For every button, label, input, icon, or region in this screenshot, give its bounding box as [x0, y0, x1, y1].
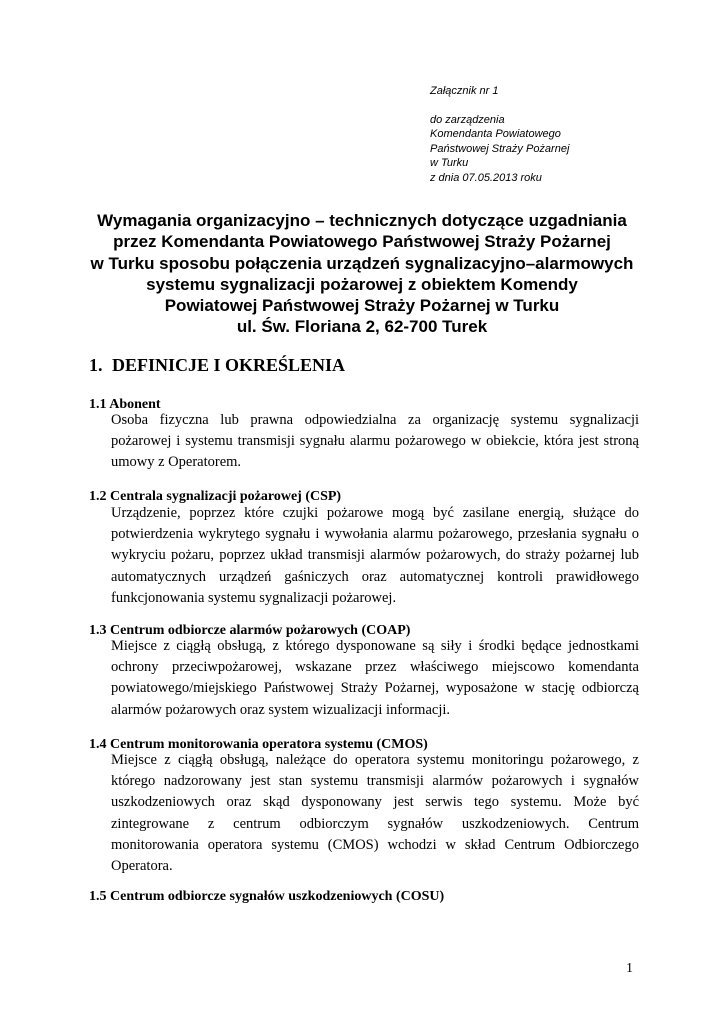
- title-line: w Turku sposobu połączenia urządzeń sygnalizacyjno–alarmowych: [90, 253, 634, 273]
- annex-line: Komendanta Powiatowego: [430, 128, 561, 140]
- definition-body-abonent: Osoba fizyczna lub prawna odpowiedzialna za organizację systemu sygnalizacji pożarowej i systemu transmisji sygnału alarmu pożarowego w obiekcie, która jest stroną umowy z Operatorem.: [111, 412, 639, 471]
- annex-line: w Turku: [430, 157, 469, 169]
- title-line: Powiatowej Państwowej Straży Pożarnej w Turku: [164, 296, 560, 316]
- title-line: Wymagania organizacyjno – technicznych dotyczące uzgadniania: [97, 211, 627, 230]
- definition-body-coap: Miejsce z ciągłą obsługą, z którego dysponowane są siły i środki będące jednostkami ochrony przeciwpożarowej, wskazane przez właściwego miejscowo komendanta powiatowego/miejskiego Państwowej Straży Pożarnej, wyposażone w stację odbiorczą alarmów pożarowych oraz system wizualizacji informacji.: [111, 638, 639, 718]
- definition-title-cmos: 1.4 Centrum monitorowania operatora systemu (CMOS): [89, 737, 428, 752]
- annex-date: z dnia 07.05.2013 roku: [430, 171, 542, 184]
- definition-title-coap: 1.3 Centrum odbiorcze alarmów pożarowych (COAP): [89, 623, 411, 638]
- annex-number: Załącznik nr 1: [430, 85, 499, 97]
- title-line: ul. Św. Floriana 2, 62-700 Turek: [236, 317, 488, 337]
- annex-note: [430, 84, 569, 185]
- section-heading-text: DEFINICJE I OKREŚLENIA: [112, 355, 346, 375]
- definition-title-cosu: 1.5 Centrum odbiorcze sygnałów uszkodzeniowych (COSU): [89, 889, 445, 904]
- section-heading-number: 1.: [89, 355, 103, 375]
- definition-body-cmos: Miejsce z ciągłą obsługą, należące do operatora systemu monitoringu pożarowego, z którego nadzorowany jest stan systemu transmisji alarmów pożarowych i sygnałów uszkodzeniowych oraz skąd dysponowany jest serwis tego systemu. Może być zintegrowane z centrum odbiorczym sygnałów uszkodzeniowych. Centrum monitorowania operatora systemu (CMOS) wchodzi w skład Centrum Odbiorczego Operatora.: [111, 752, 639, 875]
- document-title: [60, 210, 664, 338]
- definition-title-abonent: 1.1 Abonent: [89, 397, 161, 412]
- annex-line: Państwowej Straży Pożarnej: [430, 142, 570, 155]
- section-heading: [89, 354, 345, 376]
- page-number: 1: [626, 961, 633, 976]
- definition-body-csp: Urządzenie, poprzez które czujki pożarowe mogą być zasilane energią, służące do potwierdzenia wykrytego sygnału i wywołania alarmu pożarowego, przesłania sygnału o wykryciu pożaru, poprzez układ transmisji alarmów pożarowych, do straży pożarnej lub automatycznych urządzeń gaśniczych oraz automatycznej kontroli prawidłowego funkcjonowania systemu sygnalizacji pożarowej.: [111, 505, 639, 606]
- title-line: systemu sygnalizacji pożarowej z obiektem Komendy: [146, 274, 578, 294]
- definition-title-csp: 1.2 Centrala sygnalizacji pożarowej (CSP): [89, 489, 342, 504]
- annex-line: do zarządzenia: [430, 113, 505, 126]
- title-line: przez Komendanta Powiatowego Państwowej Straży Pożarnej: [113, 232, 611, 252]
